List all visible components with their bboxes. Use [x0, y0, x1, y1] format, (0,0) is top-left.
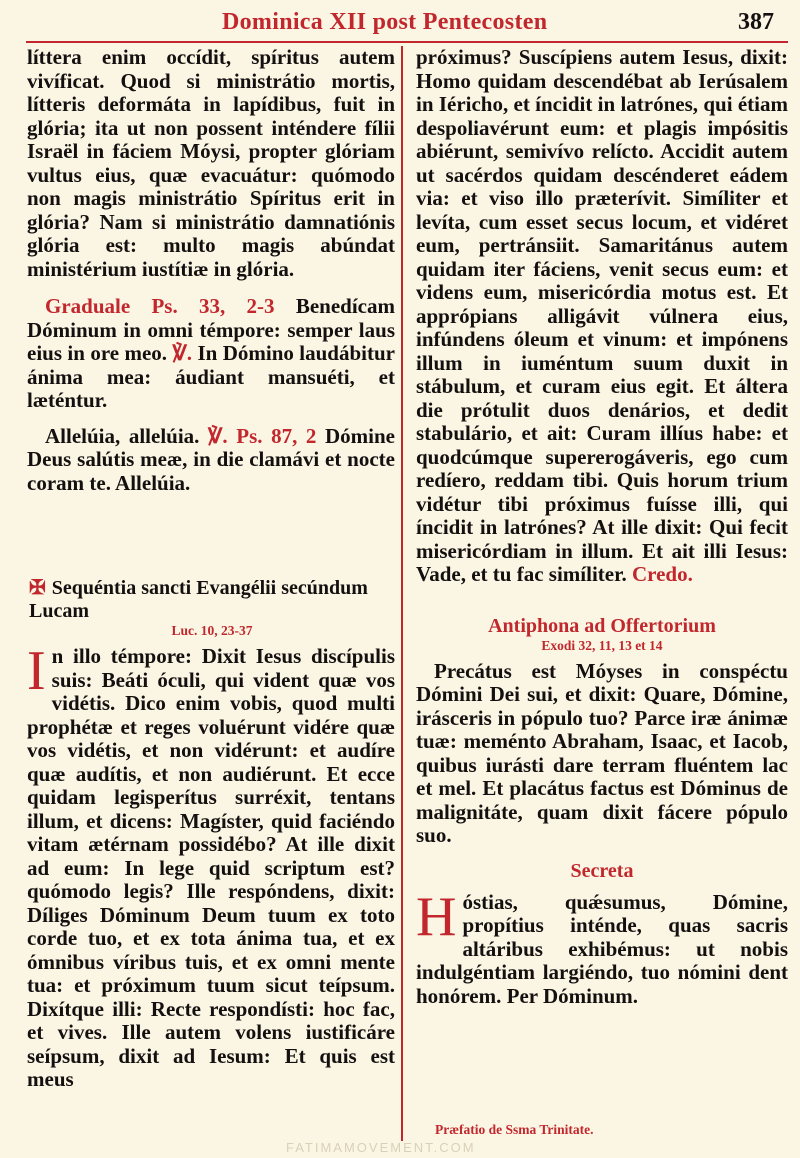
- gospel-heading-block: [27, 577, 395, 639]
- offertory-heading-block: [416, 615, 788, 654]
- offertory-title: Antiphona ad Offertorium: [488, 614, 716, 637]
- gospel-dropcap: I: [27, 640, 46, 702]
- gospel-title: Sequéntia sancti Evangélii secúndum Lucam: [29, 577, 368, 622]
- credo-rubric: Credo.: [632, 562, 693, 586]
- secreta-title: Secreta: [570, 859, 634, 882]
- versicle-symbol: ℣.: [172, 341, 193, 365]
- right-column: [416, 46, 788, 1008]
- alleluia-text-2: Dómine Deus salútis meæ, in die clamávi et nocte coram te. Allelúia.: [27, 423, 396, 495]
- epistle-end-paragraph: líttera enim occídit, spíritus autem vivíficat. Quod si ministrátio mortis, lítteris deformáta in lapídibus, fuit in glória; ita ut non possent inténdere fílii Israël in fáciem Móysi, propter glóriam vultus eius, quæ evacuátur: quómodo non magis ministrátio Spíritus erit in glória? Nam si ministrátio damnatiónis glória est: multo magis abúndat ministérium iustítiæ in glória.: [27, 45, 395, 281]
- header-rule: [26, 41, 788, 43]
- graduale-label: Graduale Ps. 33, 2-3: [45, 294, 275, 318]
- column-divider: [401, 46, 403, 1141]
- secreta-paragraph: [416, 885, 788, 1009]
- gospel-text: n illo témpore: Dixit Iesus discípulis suis: Beáti óculi, qui vident quæ vos vidétis. Dico enim vobis, quod multi prophétæ et reges voluérunt vidére quæ vos vidétis, et non vidérunt: et audíre quæ audítis, et non audiérunt. Et ecce quidam legisperítus surréxit, tentans illum, et dicens: Magíster, quid faciéndo vitam ætérnam possidébo? At ille dixit ad eum: In lege quid scriptum est? quómodo legis? Ille respóndens, dixit: Díliges Dóminum Deum tuum ex toto corde tuo, et ex tota ánima tua, et ex ómnibus víribus tuis, et ex omni mente tua: et próximum tuum sicut teípsum. Dixítque illi: Recte respondísti: hoc fac, et vives. Ille autem volens iustificáre seípsum, dixit ad Iesum: Et quis est meus: [27, 644, 395, 1091]
- secreta-text: óstias, quǽsumus, Dómine, propítius inténde, quas sacris altáribus exhibémus: ut nobis indulgéntiam largiéndo, tuo nómini dent honórem. Per Dóminum.: [416, 889, 788, 1008]
- graduale-paragraph: [27, 295, 395, 413]
- alleluia-text-1: Allelúia, allelúia.: [45, 423, 209, 448]
- offertory-reference: Exodi 32, 11, 13 et 14: [541, 637, 663, 653]
- gospel-paragraph: [27, 640, 395, 1092]
- gospel-continued-text: próximus? Suscípiens autem Iesus, dixit: Homo quidam descendébat ab Ierúsalem in Iéricho, et íncidit in latrónes, qui étiam despoliavérunt eum: et plagis impósitis abiérunt, semivívo relícto. Accidit autem ut sacérdos quidam descénderet eádem via: et viso illo præterívit. Simíliter et levíta, cum esset secus locum, et vidéret eum, pertránsiit. Samaritánus autem quidam iter fáciens, venit secus eum: et videns eum, misericórdia motus est. Et apprópians alligávit vúlnera eius, infúndens óleum et vinum: et impónens illum in iuméntum suum duxit in stábulum, et curam eius egit. Et áltera die prótulit duos denários, et dedit stabulário, et ait: Curam illíus habe: et quodcúmque supererogáveris, ego cum redíero, reddam tibi. Quis horum trium vidétur tibi próximus fuísse illi, qui íncidit in latrónes? At ille dixit: Qui fecit misericórdiam in illum. Et ait illi Iesus: Vade, et tu fac simíliter.: [416, 45, 788, 586]
- graduale-text-2: In Dómino laudábitur ánima mea: áudiant mansuéti, et læténtur.: [27, 341, 395, 412]
- page-header: [0, 0, 800, 40]
- graduale-text-1: Benedícam Dóminum in omni témpore: semper laus eius in ore meo.: [27, 294, 395, 365]
- page-title: Dominica XII post Pentecosten: [222, 9, 548, 35]
- offertory-paragraph: Precátus est Móyses in conspéctu Dómini Dei sui, et dixit: Quare, Dómine, irásceris in pópulo tuo? Parce iræ ánimæ tuæ: meménto Abraham, Isaac, et Iacob, quibus iurásti dare terram fluéntem lac et mel. Et placátus factus est Dóminus de malignitáte, quam dixit fácere pópulo suo.: [416, 658, 788, 847]
- gospel-title-line: [29, 577, 395, 623]
- page-number: 387: [738, 9, 774, 35]
- secreta-dropcap: H: [416, 885, 457, 948]
- prefatio-rubric: Præfatio de Ssma Trinitate.: [435, 1122, 594, 1137]
- gospel-reference: Luc. 10, 23-37: [171, 623, 253, 638]
- alleluia-paragraph: [27, 425, 395, 496]
- watermark: FATIMAMOVEMENT.COM: [286, 1140, 476, 1155]
- alleluia-verse-ref: ℣. Ps. 87, 2: [208, 423, 317, 448]
- gospel-continued-paragraph: [416, 46, 788, 587]
- cross-icon: ✠: [29, 577, 46, 599]
- left-column: [27, 46, 395, 1092]
